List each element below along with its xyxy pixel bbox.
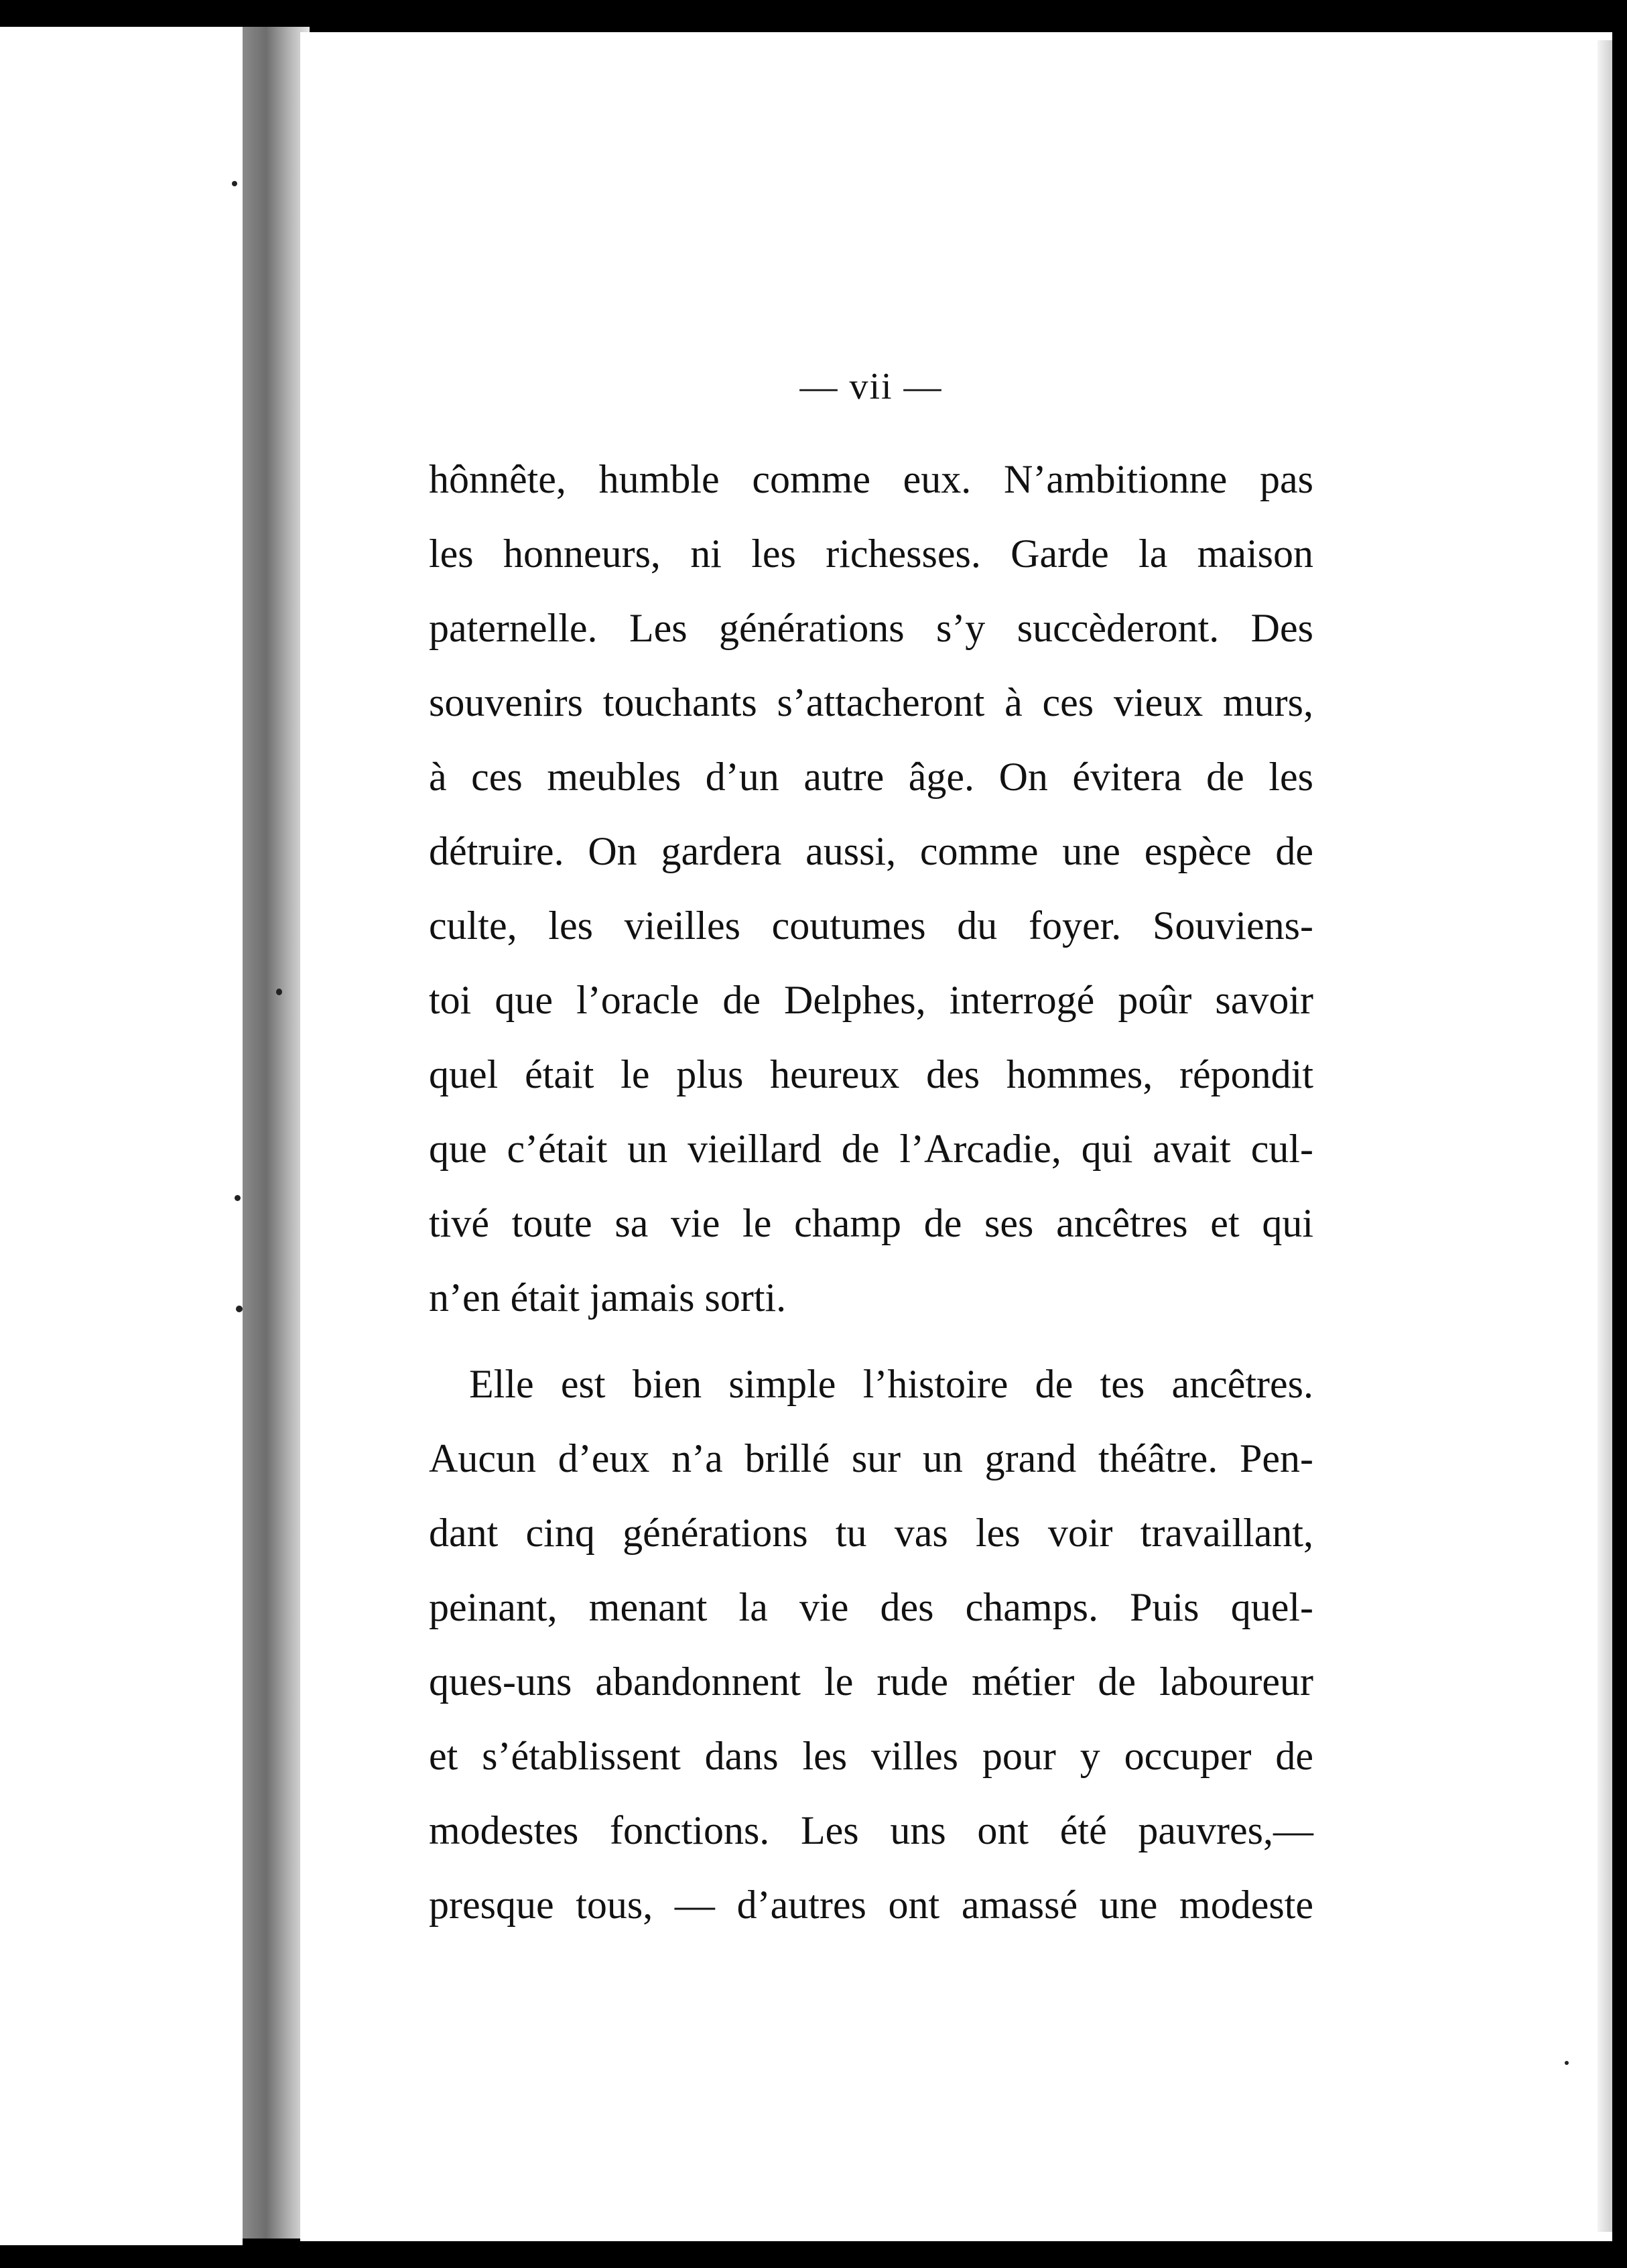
text-line: ques-uns abandonnent le rude métier de laboureur — [429, 1659, 1313, 1704]
scan-speck — [232, 181, 237, 186]
text-line: presque tous, — d’autres ont amassé une modeste — [429, 1883, 1313, 1927]
scan-speck — [235, 1195, 241, 1201]
book-gutter-shadow — [243, 27, 310, 2239]
text-line: détruire. On gardera aussi, comme une espèce de — [429, 829, 1313, 873]
text-line: et s’établissent dans les villes pour y occuper de — [429, 1734, 1313, 1778]
scan-speck — [236, 1306, 243, 1312]
text-line: quel était le plus heureux des hommes, répondit — [429, 1052, 1313, 1096]
text-line: que c’était un vieillard de l’Arcadie, qui avait cul- — [429, 1127, 1313, 1171]
text-line: peinant, menant la vie des champs. Puis quel- — [429, 1585, 1313, 1629]
text-line: hônnête, humble comme eux. N’ambitionne pas — [429, 457, 1313, 501]
text-line: n’en était jamais sorti. — [429, 1275, 787, 1320]
text-line: tivé toute sa vie le champ de ses ancêtres et qui — [429, 1201, 1313, 1245]
text-line: à ces meubles d’un autre âge. On évitera de les — [429, 755, 1313, 799]
paragraph-1 — [429, 442, 1313, 1335]
text-line: Aucun d’eux n’a brillé sur un grand théâtre. Pen- — [429, 1436, 1313, 1480]
scan-speck — [1565, 2061, 1569, 2065]
scan-speck — [276, 989, 282, 995]
page-body-text — [429, 442, 1313, 1942]
page-right-edge — [1598, 40, 1612, 2232]
text-line: toi que l’oracle de Delphes, interrogé poûr savoir — [429, 978, 1313, 1022]
facing-page-edge — [0, 27, 243, 2245]
text-line: les honneurs, ni les richesses. Garde la maison — [429, 531, 1313, 576]
text-line: culte, les vieilles coutumes du foyer. Souviens- — [429, 903, 1313, 948]
text-line: paternelle. Les générations s’y succèderont. Des — [429, 606, 1313, 650]
paragraph-gap — [429, 1335, 1313, 1347]
text-line: souvenirs touchants s’attacheront à ces vieux murs, — [429, 680, 1313, 724]
page-header: — vii — — [799, 366, 943, 407]
text-line: dant cinq générations tu vas les voir travaillant, — [429, 1511, 1313, 1555]
paragraph-2 — [429, 1347, 1313, 1942]
text-line: Elle est bien simple l’histoire de tes ancêtres. — [469, 1362, 1313, 1406]
text-line: modestes fonctions. Les uns ont été pauvres,— — [429, 1808, 1313, 1852]
